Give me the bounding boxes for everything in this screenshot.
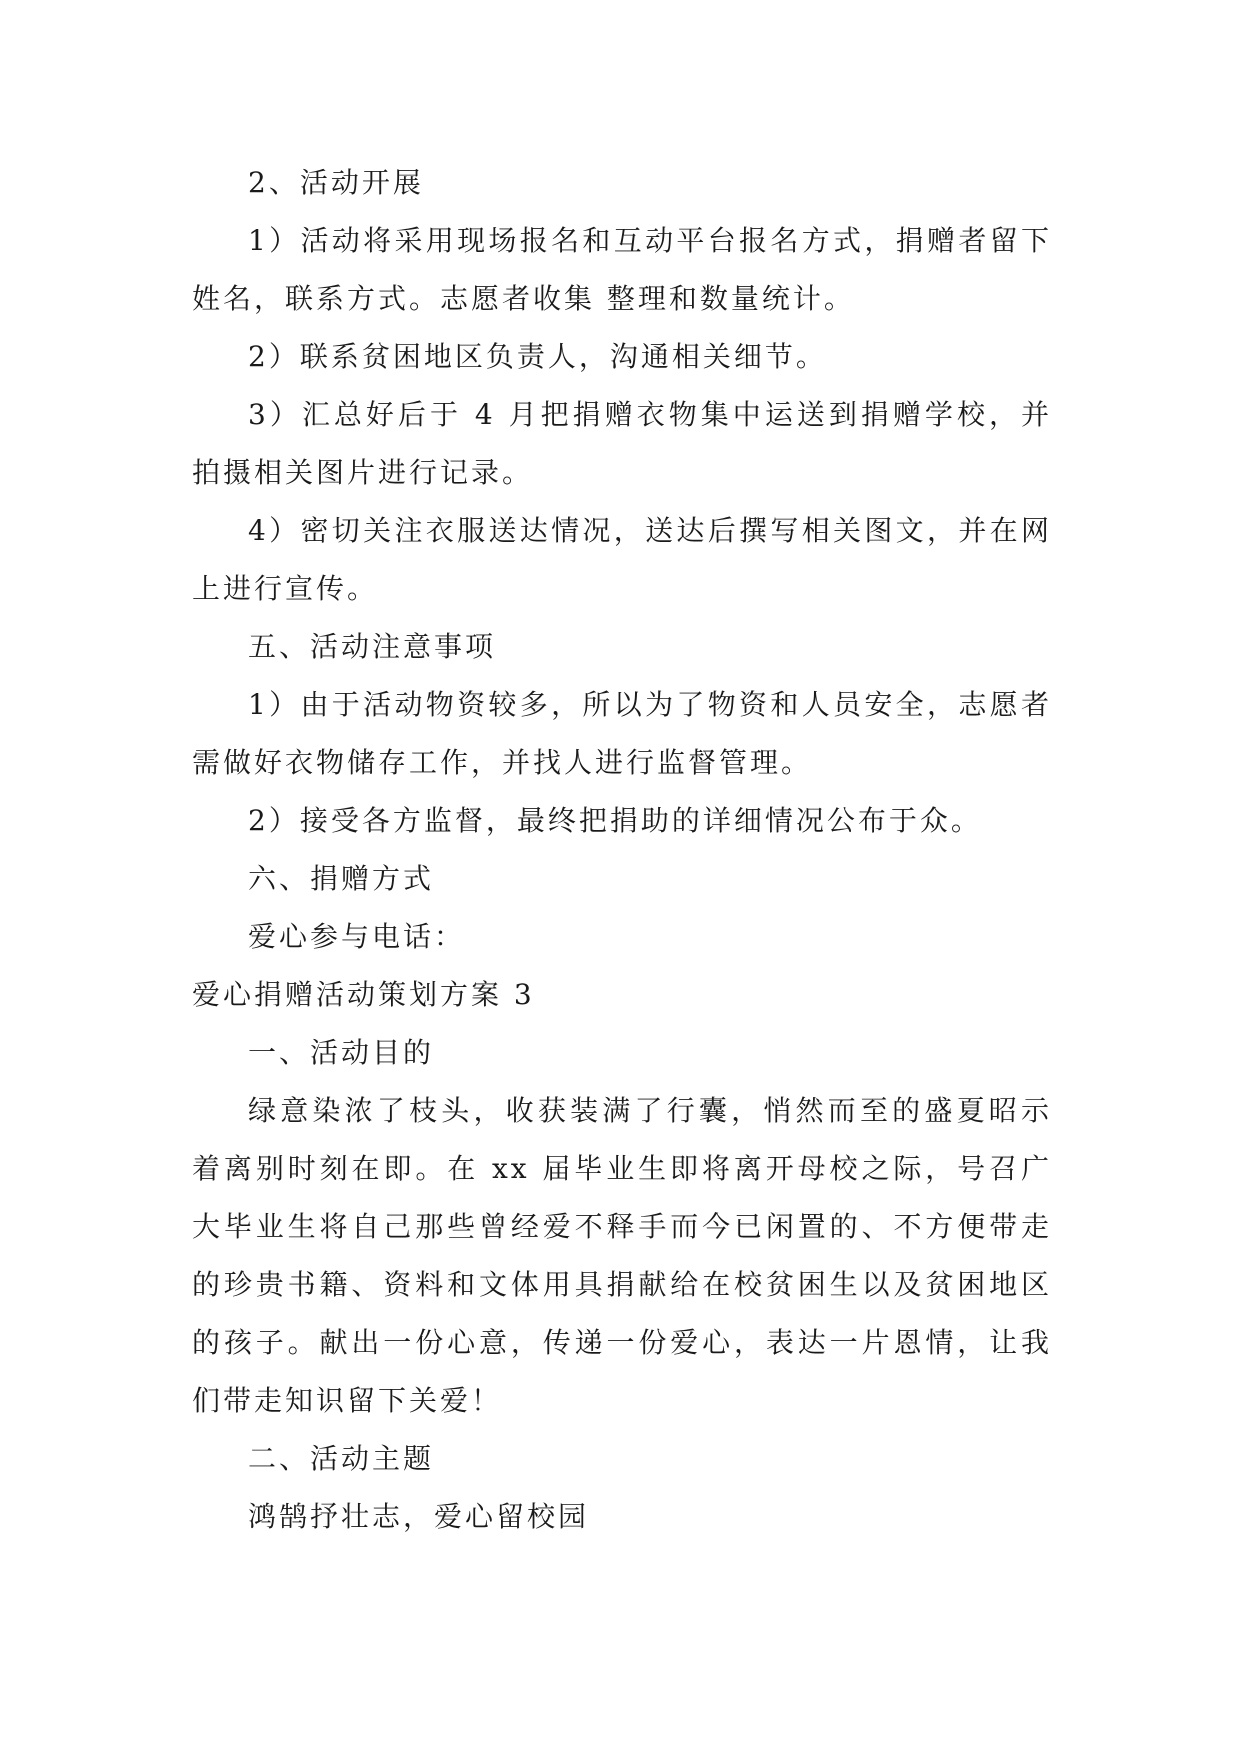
paragraph-phone: 爱心参与电话： (248, 920, 466, 953)
paragraph-notes-1: 1）由于活动物资较多，所以为了物资和人员安全，志愿者需做好衣物储存工作，并找人进行监督管理。 (192, 688, 1052, 779)
paragraph-item-3: 3）汇总好后于 4 月把捐赠衣物集中运送到捐赠学校，并拍摄相关图片进行记录。 (192, 398, 1052, 489)
paragraph-notes-2: 2）接受各方监督，最终把捐助的详细情况公布于众。 (248, 804, 982, 837)
document-body (192, 154, 1052, 1546)
section-heading-activity-development: 2、活动开展 (248, 166, 424, 199)
section-heading-notes: 五、活动注意事项 (248, 630, 497, 663)
paragraph-purpose: 绿意染浓了枝头，收获装满了行囊，悄然而至的盛夏昭示着离别时刻在即。在 xx 届毕业生即将离开母校之际，号召广大毕业生将自己那些曾经爱不释手而今已闲置的、不方便带走的珍贵书籍、资料和文体用具捐献给在校贫困生以及贫困地区的孩子。献出一份心意，传递一份爱心，表达一片恩情，让我们带走知识留下关爱！ (192, 1094, 1052, 1417)
section-heading-theme: 二、活动主题 (248, 1442, 435, 1475)
section-heading-donation-method: 六、捐赠方式 (248, 862, 435, 895)
paragraph-item-4: 4）密切关注衣服送达情况，送达后撰写相关图文，并在网上进行宣传。 (192, 514, 1052, 605)
section-heading-purpose: 一、活动目的 (248, 1036, 435, 1069)
plan-title: 爱心捐赠活动策划方案 3 (192, 978, 535, 1011)
paragraph-item-1: 1）活动将采用现场报名和互动平台报名方式，捐赠者留下姓名，联系方式。志愿者收集 整理和数量统计。 (192, 224, 1052, 315)
paragraph-theme: 鸿鹄抒壮志，爱心留校园 (248, 1500, 590, 1533)
paragraph-item-2: 2）联系贫困地区负责人，沟通相关细节。 (248, 340, 827, 373)
